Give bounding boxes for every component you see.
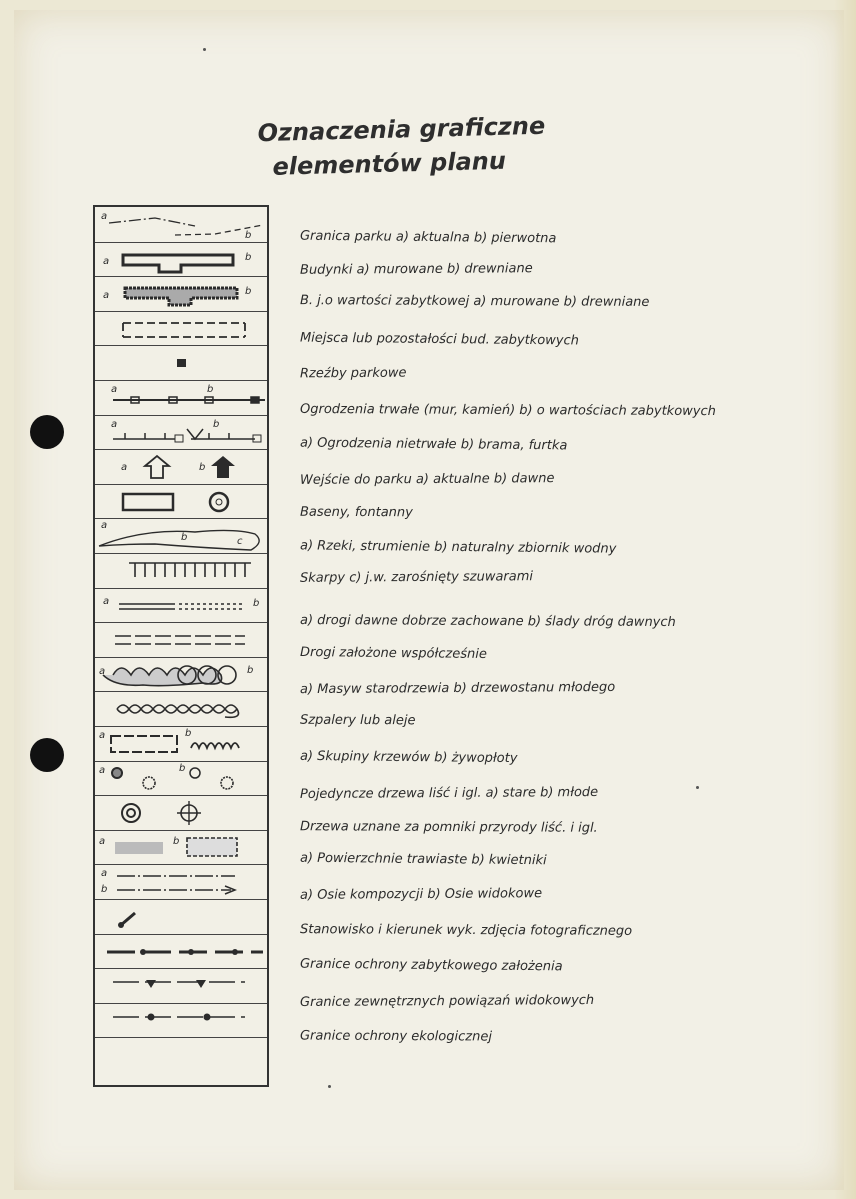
legend-symbol-shrubs-hedges xyxy=(95,726,267,762)
legend-symbol-protection-boundary xyxy=(95,934,267,970)
alley-upper-edge xyxy=(117,705,238,717)
boundary-dot xyxy=(188,949,194,955)
symbol-letter: a xyxy=(99,665,106,677)
legend-label-photo-position: Stanowisko i kierunek wyk. zdjęcia fotograficznego xyxy=(299,922,633,939)
boundary-dot xyxy=(148,1013,155,1020)
symbol-park-boundary xyxy=(95,207,267,242)
symbol-single-trees xyxy=(95,761,267,796)
symbol-letter: a xyxy=(103,255,110,267)
symbol-letter: b xyxy=(244,286,252,298)
legend-label-single-trees: Pojedyncze drzewa liść i igl. a) stare b) młode xyxy=(299,784,599,803)
symbol-letter: a xyxy=(101,868,108,880)
photo-position-dot xyxy=(118,922,124,928)
symbol-modern-roads xyxy=(95,622,267,657)
symbol-protection-boundary xyxy=(95,934,267,969)
symbol-letter: b xyxy=(181,532,188,544)
symbol-park-entrance xyxy=(95,449,267,484)
river-shape xyxy=(99,531,259,551)
boundary-triangle xyxy=(146,980,156,988)
monument-tree-core xyxy=(127,809,135,817)
legend-label-historic-buildings: B. j.o wartości zabytkowej a) murowane b) drewniane xyxy=(299,293,650,310)
pool-shape xyxy=(123,494,173,510)
legend-label-park-entrance: Wejście do parku a) aktualne b) dawne xyxy=(299,471,555,488)
symbol-rows-alleys xyxy=(95,691,267,726)
boundary-dot xyxy=(140,949,146,955)
symbol-letter: a xyxy=(103,595,110,607)
legend-label-natural-monument-trees: Drzewa uznane za pomniki przyrody liść. i igl. xyxy=(299,819,598,836)
legend-symbol-escarpments xyxy=(95,553,267,589)
symbol-letter: a xyxy=(111,383,118,395)
title-line-1: Oznaczenia graficzne xyxy=(257,111,546,148)
legend-label-buildings: Budynki a) murowane b) drewniane xyxy=(299,261,533,278)
symbol-letter: a xyxy=(111,418,118,430)
symbol-letter: b xyxy=(252,597,260,609)
symbol-letter: b xyxy=(206,383,214,395)
symbol-ecological-boundary xyxy=(95,1003,267,1038)
legend-symbol-natural-monument-trees xyxy=(95,795,267,831)
symbol-letter: b xyxy=(212,418,220,430)
boundary-dot xyxy=(232,949,238,955)
legend-label-modern-roads: Drogi założone współcześnie xyxy=(299,645,487,662)
legend-symbol-old-roads xyxy=(95,588,267,624)
fountain-shape xyxy=(210,493,228,511)
symbol-letter: b xyxy=(244,251,252,263)
flowerbed-shape xyxy=(187,838,237,856)
symbol-photo-position xyxy=(95,899,267,934)
old-deciduous-tree xyxy=(112,768,122,778)
symbol-letter: a xyxy=(99,764,106,776)
legend-label-protection-boundary: Granice ochrony zabytkowego założenia xyxy=(299,956,563,975)
symbol-rivers-streams xyxy=(95,518,267,553)
symbol-letter: a xyxy=(99,835,106,847)
young-conifer-tree xyxy=(221,777,233,789)
legend-label-ecological-boundary: Granice ochrony ekologicznej xyxy=(299,1028,492,1045)
legend-label-lawns-flowerbeds: a) Powierzchnie trawiaste b) kwietniki xyxy=(299,850,547,869)
current-entrance-arrow xyxy=(145,456,169,478)
remains-outline xyxy=(123,323,245,337)
symbol-letter: b xyxy=(179,762,186,774)
page-title xyxy=(257,108,579,184)
legend-symbol-view-links-boundary xyxy=(95,968,267,1004)
ink-speck xyxy=(328,1085,331,1088)
symbol-natural-monument-trees xyxy=(95,795,267,830)
legend-symbol-temporary-fences xyxy=(95,415,267,451)
former-entrance-arrow xyxy=(211,456,235,478)
alley-lower-edge xyxy=(117,709,237,713)
legend-symbol-tree-stands xyxy=(95,657,267,693)
legend-symbol-photo-position xyxy=(95,899,267,935)
legend-symbol-park-sculptures xyxy=(95,345,267,381)
legend-symbol-column xyxy=(93,205,269,1087)
symbol-letter: a xyxy=(121,462,128,474)
current-boundary-line xyxy=(109,218,195,226)
boundary-dot xyxy=(203,1013,210,1020)
ink-speck xyxy=(203,48,206,51)
symbol-letter: b xyxy=(184,727,192,739)
symbol-letter: c xyxy=(236,536,243,548)
legend-symbol-single-trees xyxy=(95,761,267,797)
legend-symbol-historic-buildings xyxy=(95,276,267,312)
symbol-letter: b xyxy=(246,664,254,676)
symbol-tree-stands xyxy=(95,657,267,692)
symbol-letter: a xyxy=(99,729,106,741)
legend-label-tree-stands: a) Masyw starodrzewia b) drzewostanu młodego xyxy=(299,679,616,698)
boundary-triangle xyxy=(196,980,206,988)
legend-label-permanent-fences: Ogrodzenia trwałe (mur, kamień) b) o wartościach zabytkowych xyxy=(299,401,716,420)
legend-symbol-park-entrance xyxy=(95,449,267,485)
legend-label-park-boundary: Granica parku a) aktualna b) pierwotna xyxy=(299,228,557,247)
symbol-letter: a xyxy=(103,290,110,302)
paper-edge xyxy=(834,0,856,1199)
symbol-permanent-fences xyxy=(95,380,267,415)
symbol-letter: b xyxy=(173,835,180,847)
fence-post xyxy=(175,435,183,442)
legend-symbol-lawns-flowerbeds xyxy=(95,830,267,866)
symbol-composition-axes xyxy=(95,864,267,899)
legend-symbol-rivers-streams xyxy=(95,518,267,554)
legend-symbol-ecological-boundary xyxy=(95,1003,267,1039)
symbol-lawns-flowerbeds xyxy=(95,830,267,865)
symbol-historic-building-remains xyxy=(95,311,267,346)
fence-post xyxy=(251,397,259,403)
symbol-historic-buildings xyxy=(95,276,267,311)
legend-label-view-links-boundary: Granice zewnętrznych powiązań widokowych xyxy=(299,992,595,1011)
symbol-letter: b xyxy=(198,462,206,474)
legend-label-rows-alleys: Szpalery lub aleje xyxy=(299,712,416,729)
symbol-pools-fountains xyxy=(95,484,267,519)
legend-symbol-pools-fountains xyxy=(95,484,267,520)
legend-label-escarpments: Skarpy c) j.w. zarośnięty szuwarami xyxy=(299,569,534,586)
legend-label-composition-axes: a) Osie kompozycji b) Osie widokowe xyxy=(299,886,543,903)
legend-label-temporary-fences: a) Ogrodzenia nietrwałe b) brama, furtka xyxy=(299,435,568,454)
legend-symbol-rows-alleys xyxy=(95,691,267,727)
symbol-letter: b xyxy=(244,229,252,241)
ink-speck xyxy=(696,786,699,789)
legend-symbol-composition-axes xyxy=(95,864,267,900)
fountain-center xyxy=(216,499,222,505)
punch-hole-bottom xyxy=(30,738,64,772)
legend-symbol-permanent-fences xyxy=(95,380,267,416)
legend-label-park-sculptures: Rzeźby parkowe xyxy=(299,365,407,382)
symbol-view-links-boundary xyxy=(95,968,267,1003)
symbol-temporary-fences xyxy=(95,415,267,450)
hedge-wave xyxy=(191,743,239,748)
symbol-letter: a xyxy=(101,210,108,222)
symbol-letter: b xyxy=(101,884,108,896)
legend-symbol-historic-building-remains xyxy=(95,311,267,347)
monument-conifer-cross xyxy=(177,801,201,825)
legend-label-historic-building-remains: Miejsca lub pozostałości bud. zabytkowych xyxy=(299,330,579,349)
symbol-buildings xyxy=(95,242,267,277)
symbol-shrubs-hedges xyxy=(95,726,267,761)
symbol-escarpments xyxy=(95,553,267,588)
escarpment-hatching xyxy=(129,563,251,577)
symbol-letter: a xyxy=(101,520,108,532)
gate-mark xyxy=(187,429,203,439)
legend-symbol-buildings xyxy=(95,242,267,278)
historic-building-shape xyxy=(125,288,237,305)
young-deciduous-tree xyxy=(190,768,200,778)
old-conifer-tree xyxy=(143,777,155,789)
legend-label-old-roads: a) drogi dawne dobrze zachowane b) ślady dróg dawnych xyxy=(299,613,676,630)
legend-label-pools-fountains: Baseny, fontanny xyxy=(299,504,413,521)
shrub-group-shape xyxy=(111,736,177,752)
temporary-fence-line xyxy=(113,433,255,439)
legend-symbol-park-boundary xyxy=(95,207,267,243)
symbol-park-sculptures xyxy=(95,345,267,380)
masonry-building-shape xyxy=(123,255,233,272)
sculpture-mark xyxy=(177,359,186,367)
lawn-stipple xyxy=(115,842,163,854)
monument-deciduous-tree xyxy=(122,804,140,822)
legend-label-rivers-streams: a) Rzeki, strumienie b) naturalny zbiornik wodny xyxy=(299,538,617,557)
legend-symbol-modern-roads xyxy=(95,622,267,658)
title-line-2: elementów planu xyxy=(272,146,507,181)
legend-label-shrubs-hedges: a) Skupiny krzewów b) żywopłoty xyxy=(299,748,518,767)
symbol-old-roads xyxy=(95,588,267,623)
punch-hole-top xyxy=(30,415,64,449)
